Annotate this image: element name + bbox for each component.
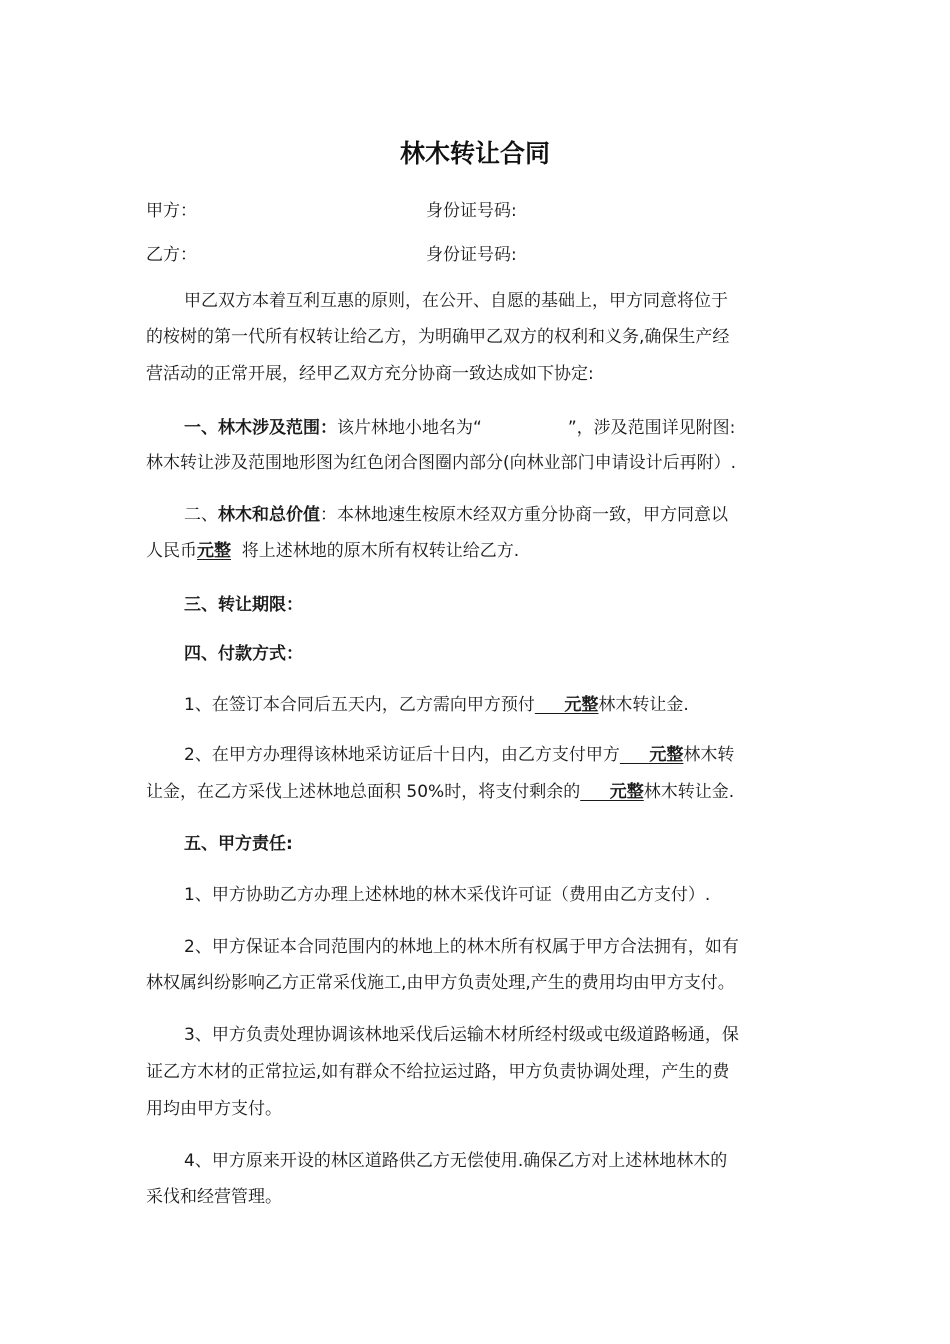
section-4-item-1 — [184, 690, 810, 715]
section-2-line-1 — [184, 500, 810, 525]
section-1-line-1 — [184, 413, 810, 438]
section-2-currency: 人民币 — [146, 541, 197, 561]
section-1-text-a: 该片林地小地名为“ — [337, 418, 482, 438]
party-a-label: 甲方： — [146, 201, 197, 221]
intro-line-2: 的桉树的第一代所有权转让给乙方，为明确甲乙双方的权利和义务,确保生产经 — [146, 327, 730, 347]
document-title: 林木转让合同 — [399, 139, 550, 168]
section-2-text: ：本林地速生桉原木经双方重分协商一致，甲方同意以 — [320, 505, 728, 525]
section-4-item-2-line-2-text: 让金，在乙方采伐上述林地总面积 50%时，将支付剩余的 — [146, 782, 581, 802]
section-4-item-2-line-2-amount: 元整 — [580, 782, 644, 802]
intro-line-1: 甲乙双方本着互利互惠的原则，在公开、自愿的基础上，甲方同意将位于 — [184, 291, 728, 311]
party-a-line — [146, 196, 810, 221]
section-2-prefix: 二、 — [184, 505, 218, 525]
section-5-item-1: 1、甲方协助乙方办理上述林地的林木采伐许可证（费用由乙方支付）. — [184, 885, 711, 905]
section-2-tail: 将上述林地的原木所有权转让给乙方. — [231, 541, 520, 561]
section-2-line-2 — [146, 536, 810, 561]
party-a-id-label: 身份证号码: — [426, 201, 517, 221]
section-5-item-3-line-2: 证乙方木材的正常拉运,如有群众不给拉运过路，甲方负责协调处理，产生的费 — [146, 1062, 730, 1082]
section-4-item-2-line-2-tail: 林木转让金. — [643, 782, 735, 802]
section-5-item-3-line-3: 用均由甲方支付。 — [146, 1099, 282, 1119]
section-5-item-4-line-2: 采伐和经营管理。 — [146, 1187, 282, 1207]
section-4-item-1-tail: 林木转让金. — [598, 695, 689, 715]
party-b-id-label: 身份证号码: — [426, 245, 517, 265]
section-5-item-3-line-1: 3、甲方负责处理协调该林地采伐后运输木材所经村级或屯级道路畅通，保 — [184, 1025, 739, 1045]
section-2-heading: 林木和总价值 — [218, 505, 320, 525]
section-2-amount: 元整 — [197, 541, 231, 561]
section-4-item-2-tail: 林木转 — [683, 745, 735, 765]
section-4-item-2-line-2 — [146, 777, 810, 802]
section-4-item-1-amount: 元整 — [534, 695, 599, 715]
section-1-text-b: ”，涉及范围详见附图: — [567, 418, 736, 438]
section-1-heading: 一、林木涉及范围： — [184, 418, 337, 438]
section-5-item-4-line-1: 4、甲方原来开设的林区道路供乙方无偿使用.确保乙方对上述林地林木的 — [184, 1151, 728, 1171]
party-b-label: 乙方： — [146, 245, 197, 265]
intro-line-3: 营活动的正常开展，经甲乙双方充分协商一致达成如下协定: — [146, 364, 594, 384]
section-3-heading: 三、转让期限： — [184, 595, 303, 615]
section-4-item-2-text: 2、在甲方办理得该林地采访证后十日内，由乙方支付甲方 — [184, 745, 620, 765]
section-4-item-2-amount: 元整 — [619, 745, 684, 765]
section-1-line-2: 林木转让涉及范围地形图为红色闭合图圈内部分(向林业部门申请设计后再附）. — [146, 453, 737, 473]
section-4-heading: 四、付款方式： — [184, 644, 303, 664]
section-5-item-2-line-1: 2、甲方保证本合同范围内的林地上的林木所有权属于甲方合法拥有，如有 — [184, 937, 739, 957]
section-4-item-1-text: 1、在签订本合同后五天内，乙方需向甲方预付 — [184, 695, 535, 715]
section-5-heading: 五、甲方责任: — [184, 834, 293, 854]
section-5-item-2-line-2: 林权属纠纷影响乙方正常采伐施工,由甲方负责处理,产生的费用均由甲方支付。 — [146, 973, 735, 993]
party-b-line — [146, 240, 810, 265]
section-4-item-2-line-1 — [184, 740, 810, 765]
